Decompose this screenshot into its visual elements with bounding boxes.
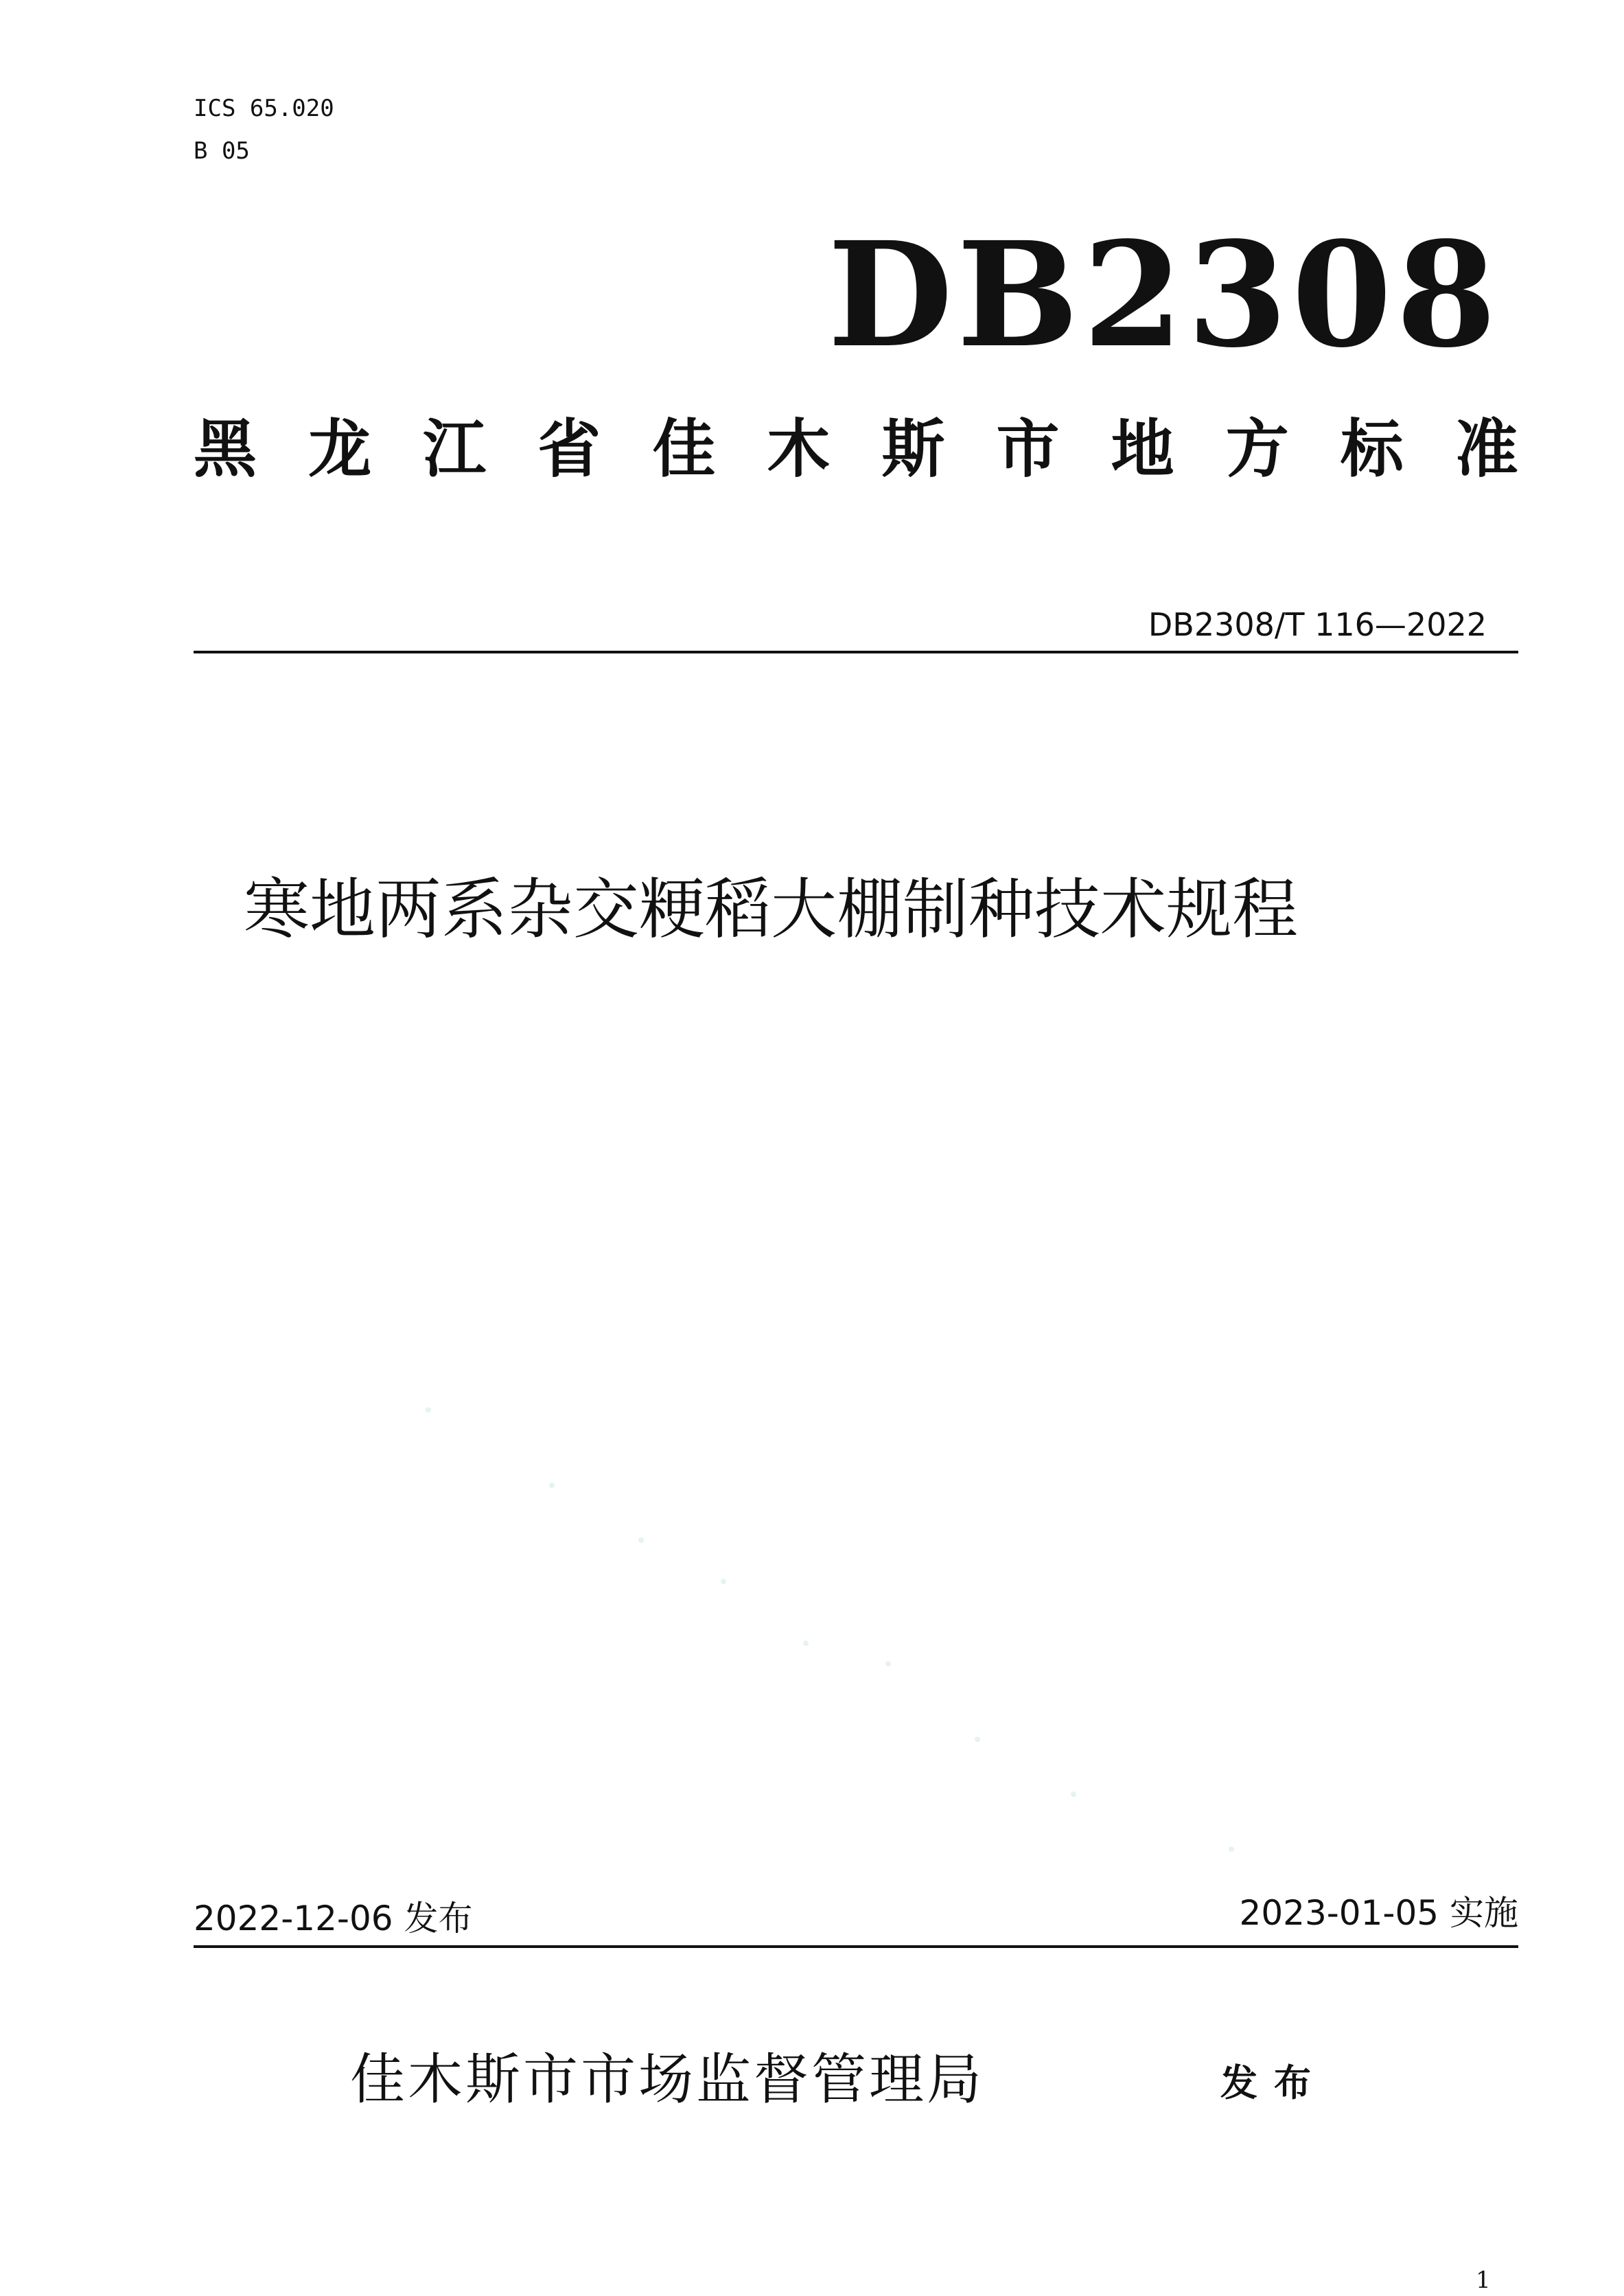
- standard-type-char: 佳: [652, 413, 716, 486]
- scan-speck: [549, 1483, 555, 1488]
- scan-speck: [721, 1579, 726, 1584]
- standard-code: DB2308: [827, 210, 1500, 380]
- standard-type-char: 龙: [308, 413, 372, 486]
- standard-type-char: 地: [1111, 413, 1174, 486]
- scan-speck: [975, 1737, 980, 1742]
- standard-type: [194, 405, 1518, 494]
- issue-date: 2022-12-06 发布: [194, 1899, 473, 1938]
- page-number: 1: [1476, 2266, 1491, 2294]
- scan-speck: [1229, 1846, 1234, 1852]
- publish-label: 发布: [1220, 2061, 1327, 2104]
- top-divider: [194, 651, 1518, 653]
- ccs-code: B 05: [194, 137, 250, 165]
- scan-speck: [885, 1661, 891, 1667]
- standard-type-char: 黑: [194, 413, 257, 486]
- document-title: 寒地两系杂交粳稻大棚制种技术规程: [244, 871, 1298, 948]
- bottom-divider: [194, 1945, 1518, 1948]
- scan-speck: [426, 1407, 431, 1413]
- scan-speck: [803, 1640, 809, 1646]
- scan-speck: [638, 1538, 644, 1543]
- standard-type-char: 准: [1454, 413, 1518, 486]
- standard-number: DB2308/T 116—2022: [1148, 606, 1487, 643]
- ics-code: ICS 65.020: [194, 95, 334, 122]
- standard-type-char: 市: [996, 413, 1060, 486]
- standard-type-char: 木: [767, 413, 831, 486]
- standard-type-char: 江: [423, 413, 487, 486]
- scan-speck: [1071, 1791, 1076, 1797]
- standard-type-char: 省: [537, 413, 601, 486]
- standard-type-char: 斯: [881, 413, 945, 486]
- implement-date: 2023-01-05 实施: [1239, 1893, 1518, 1933]
- standard-type-char: 标: [1340, 413, 1404, 486]
- publisher-name: 佳木斯市市场监督管理局: [350, 2048, 984, 2111]
- standard-type-char: 方: [1225, 413, 1289, 486]
